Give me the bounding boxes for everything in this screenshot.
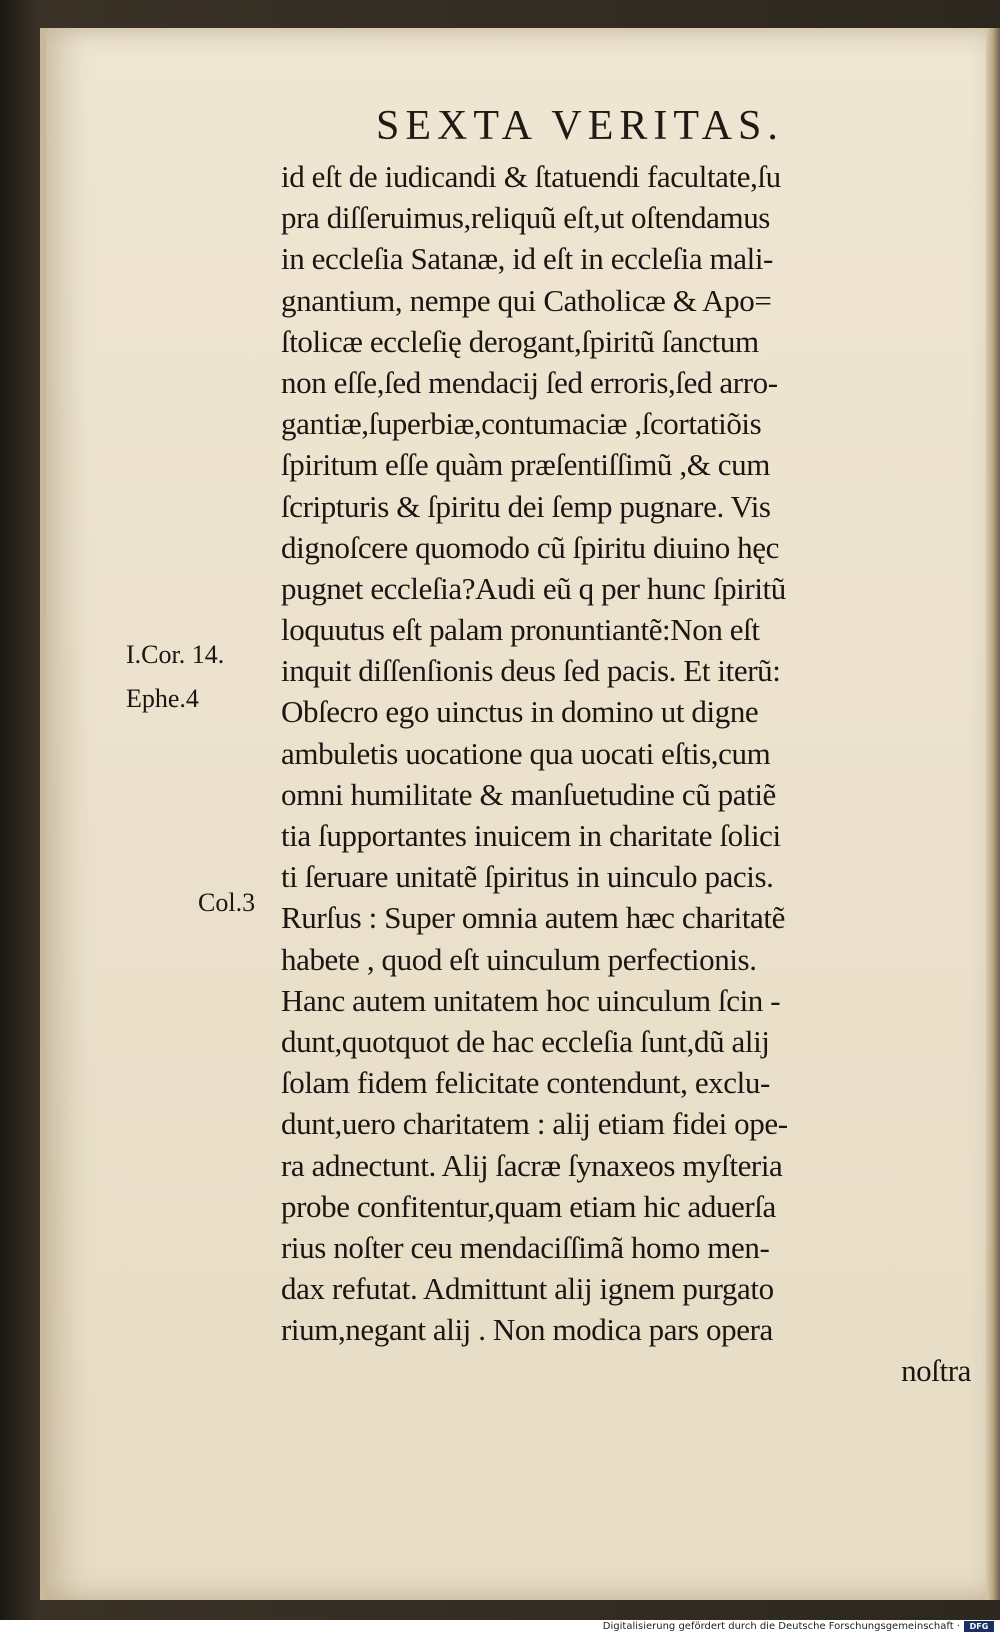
text-line: Hanc autem unitatem hoc uinculum ſcin ‑ <box>281 982 781 1018</box>
text-line: ſtolicæ eccleſię derogant,ſpiritũ ſanctum <box>281 323 759 359</box>
text-line: ſolam fidem felicitate contendunt, exclu‑ <box>281 1065 770 1101</box>
text-line: tia ſupportantes inuicem in charitate ſolici <box>281 818 781 853</box>
marginal-note-cor: I.Cor. 14. <box>126 640 225 669</box>
footer-credit: Digitalisierung gefördert durch die Deutsche Forschungsgemeinschaft · <box>602 1621 960 1632</box>
marginal-note-ephe: Ephe.4 <box>126 684 199 713</box>
text-line: Rurſus : Super omnia autem hæc charitatẽ <box>281 900 785 936</box>
text-line: gantiæ,ſuperbiæ,contumaciæ ,ſcortatiõis <box>281 406 762 442</box>
text-line: ſpiritum eſſe quàm præſentiſſimũ ,& cum <box>281 447 770 483</box>
catchword: noſtra <box>901 1353 971 1389</box>
text-line: ti ſeruare unitatẽ ſpiritus in uinculo pacis. <box>281 859 774 895</box>
text-line: dignoſcere quomodo cũ ſpiritu diuino hęc <box>281 529 779 565</box>
text-line: in eccleſia Satanæ, id eſt in eccleſia mali‑ <box>281 241 773 277</box>
text-line: Obſecro ego uinctus in domino ut digne <box>281 694 759 730</box>
text-line: ambuletis uocatione qua uocati eſtis,cum <box>281 735 771 771</box>
book-page <box>40 28 996 1600</box>
text-line: loquutus eſt palam pronuntiantẽ:Non eſt <box>281 612 760 648</box>
text-line: ſcripturis & ſpiritu dei ſemp pugnare. Vis <box>281 488 771 524</box>
text-line: habete , quod eſt uinculum perfectionis. <box>281 941 757 977</box>
text-line: dunt,quotquot de hac eccleſia ſunt,dũ alij <box>281 1023 770 1059</box>
body-text <box>281 156 981 1392</box>
marginal-note-col: Col.3 <box>198 888 256 917</box>
text-line: rius noſter ceu mendaciſſimã homo men‑ <box>281 1229 770 1265</box>
text-line: inquit diſſenſionis deus ſed pacis. Et iterũ: <box>281 653 781 689</box>
text-line: rium,negant alij . Non modica pars opera <box>281 1312 773 1348</box>
running-head: SEXTA VERITAS. <box>376 103 784 149</box>
text-line: gnantium, nempe qui Catholicæ & Apo= <box>281 282 772 318</box>
text-line: pra diſſeruimus,reliquũ eſt,ut oſtendamus <box>281 200 770 236</box>
text-line: dunt,uero charitatem : alij etiam fidei ope‑ <box>281 1106 788 1142</box>
text-line: pugnet eccleſia?Audi eũ q per hunc ſpiritũ <box>281 570 786 606</box>
text-line: id eſt de iudicandi & ſtatuendi facultate,ſu <box>281 159 781 194</box>
text-line: omni humilitate & manſuetudine cũ patiẽ <box>281 776 776 812</box>
text-line: dax refutat. Admittunt alij ignem purgato <box>281 1271 774 1307</box>
dfg-logo: DFG <box>964 1621 994 1632</box>
text-line: non eſſe,ſed mendacij ſed erroris,ſed arro‑ <box>281 364 778 400</box>
text-line: ra adnectunt. Alij ſacræ ſynaxeos myſteria <box>281 1147 783 1183</box>
text-line: probe confitentur,quam etiam hic aduerſa <box>281 1188 776 1224</box>
